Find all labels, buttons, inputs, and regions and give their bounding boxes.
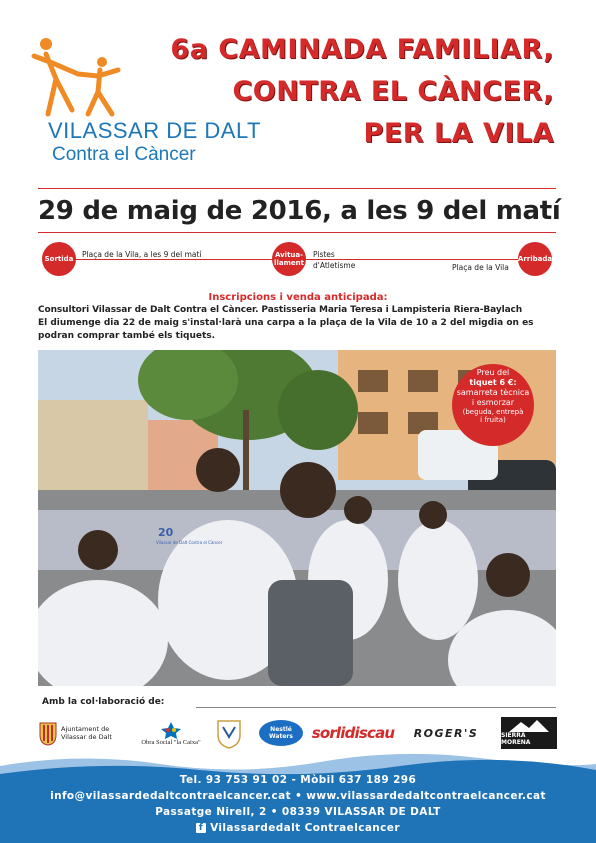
logo-subtitle: Contra el Càncer	[52, 144, 196, 165]
sponsor-rogers-name: ROGER'S	[413, 726, 479, 740]
sponsor-la-caixa-name: Obra Social "la Caixa"	[141, 738, 201, 746]
divider-top	[38, 188, 556, 189]
coat-of-arms-icon	[39, 720, 57, 746]
footer-contact: info@vilassardedaltcontraelcancer.cat • www.vilassardedaltcontraelcancer.cat	[50, 790, 546, 802]
title-line-1: 6a CAMINADA FAMILIAR,	[170, 34, 554, 65]
shirt-caption: Vilassar de Dalt Contra el Càncer	[156, 540, 223, 545]
shirt-number: 20	[158, 526, 174, 539]
sponsor-nestle-name: Nestlé Waters	[259, 720, 303, 746]
start-marker: Sortida	[42, 242, 76, 276]
inscriptions-line-1: Consultori Vilassar de Dalt Contra el Càncer. Pastisseria Maria Teresa i Lampisteria Riera-Baylach	[38, 305, 523, 315]
logo	[26, 34, 146, 120]
title-line-2: CONTRA EL CÀNCER,	[232, 76, 554, 107]
divider-bottom	[38, 232, 556, 233]
sponsor-ajuntament-name: Ajuntament de Vilassar de Dalt	[61, 725, 112, 741]
footer-facebook-name: Vilassardedalt Contraelcancer	[210, 822, 400, 834]
footer-address: Passatge Nirell, 2 • 08339 VILASSAR DE DALT	[155, 806, 441, 818]
sponsor-sorli	[312, 716, 394, 750]
title-line-3: PER LA VILA	[363, 118, 554, 149]
finish-place: Plaça de la Vila	[452, 263, 509, 272]
footer-phone: Tel. 93 753 91 02 - Mòbil 637 189 296	[179, 774, 417, 786]
collaboration-label: Amb la col·laboració de:	[42, 697, 165, 707]
refreshment-place-2: d'Atletisme	[313, 261, 356, 270]
price-line-3: samarreta tècnica	[456, 388, 530, 397]
sponsor-sierra-morena-name: SIERRA MORENA	[501, 732, 531, 746]
collaboration-divider	[196, 707, 556, 708]
finish-marker: Arribada	[518, 242, 552, 276]
price-badge	[452, 364, 534, 446]
sponsor-rogers	[404, 716, 488, 750]
price-line-5: (beguda, entrepà	[462, 408, 524, 416]
sponsor-la-caixa	[140, 716, 202, 750]
refreshment-place-1: Pistes	[313, 250, 335, 259]
footer	[0, 752, 596, 843]
facebook-icon: f	[196, 823, 206, 833]
mountain-icon	[509, 720, 549, 732]
shield-crest-icon	[216, 717, 242, 749]
sponsor-badge	[214, 716, 244, 750]
event-date: 29 de maig de 2016, a les 9 del matí	[38, 196, 561, 226]
walking-figures-icon	[26, 34, 146, 120]
sponsor-sierra-morena	[500, 716, 558, 750]
start-place: Plaça de la Vila, a les 9 del matí	[82, 250, 202, 259]
price-line-1: Preu del	[476, 368, 510, 377]
star-logo-icon	[159, 721, 183, 739]
refreshment-marker: Avitua-llament	[272, 242, 306, 276]
inscriptions-line-2: El diumenge dia 22 de maig s'instal·larà una carpa a la plaça de la Vila de 10 a 2 del migdia on es podran comprar també els tiquets.	[38, 318, 534, 341]
sponsor-nestle	[258, 716, 304, 750]
footer-facebook	[0, 822, 596, 834]
price-line-2: tiquet 6 €:	[469, 378, 517, 387]
inscriptions-body	[38, 304, 558, 343]
price-line-6: i fruita)	[480, 416, 506, 424]
sponsor-sorli-name: sorlidiscau	[311, 724, 395, 742]
logo-title: VILASSAR DE DALT	[48, 118, 261, 143]
price-line-4: i esmorzar	[471, 398, 515, 407]
sponsor-sierra-morena-box	[501, 717, 557, 749]
sponsor-ajuntament	[38, 716, 118, 750]
inscriptions-title: Inscripcions i venda anticipada:	[208, 292, 388, 303]
